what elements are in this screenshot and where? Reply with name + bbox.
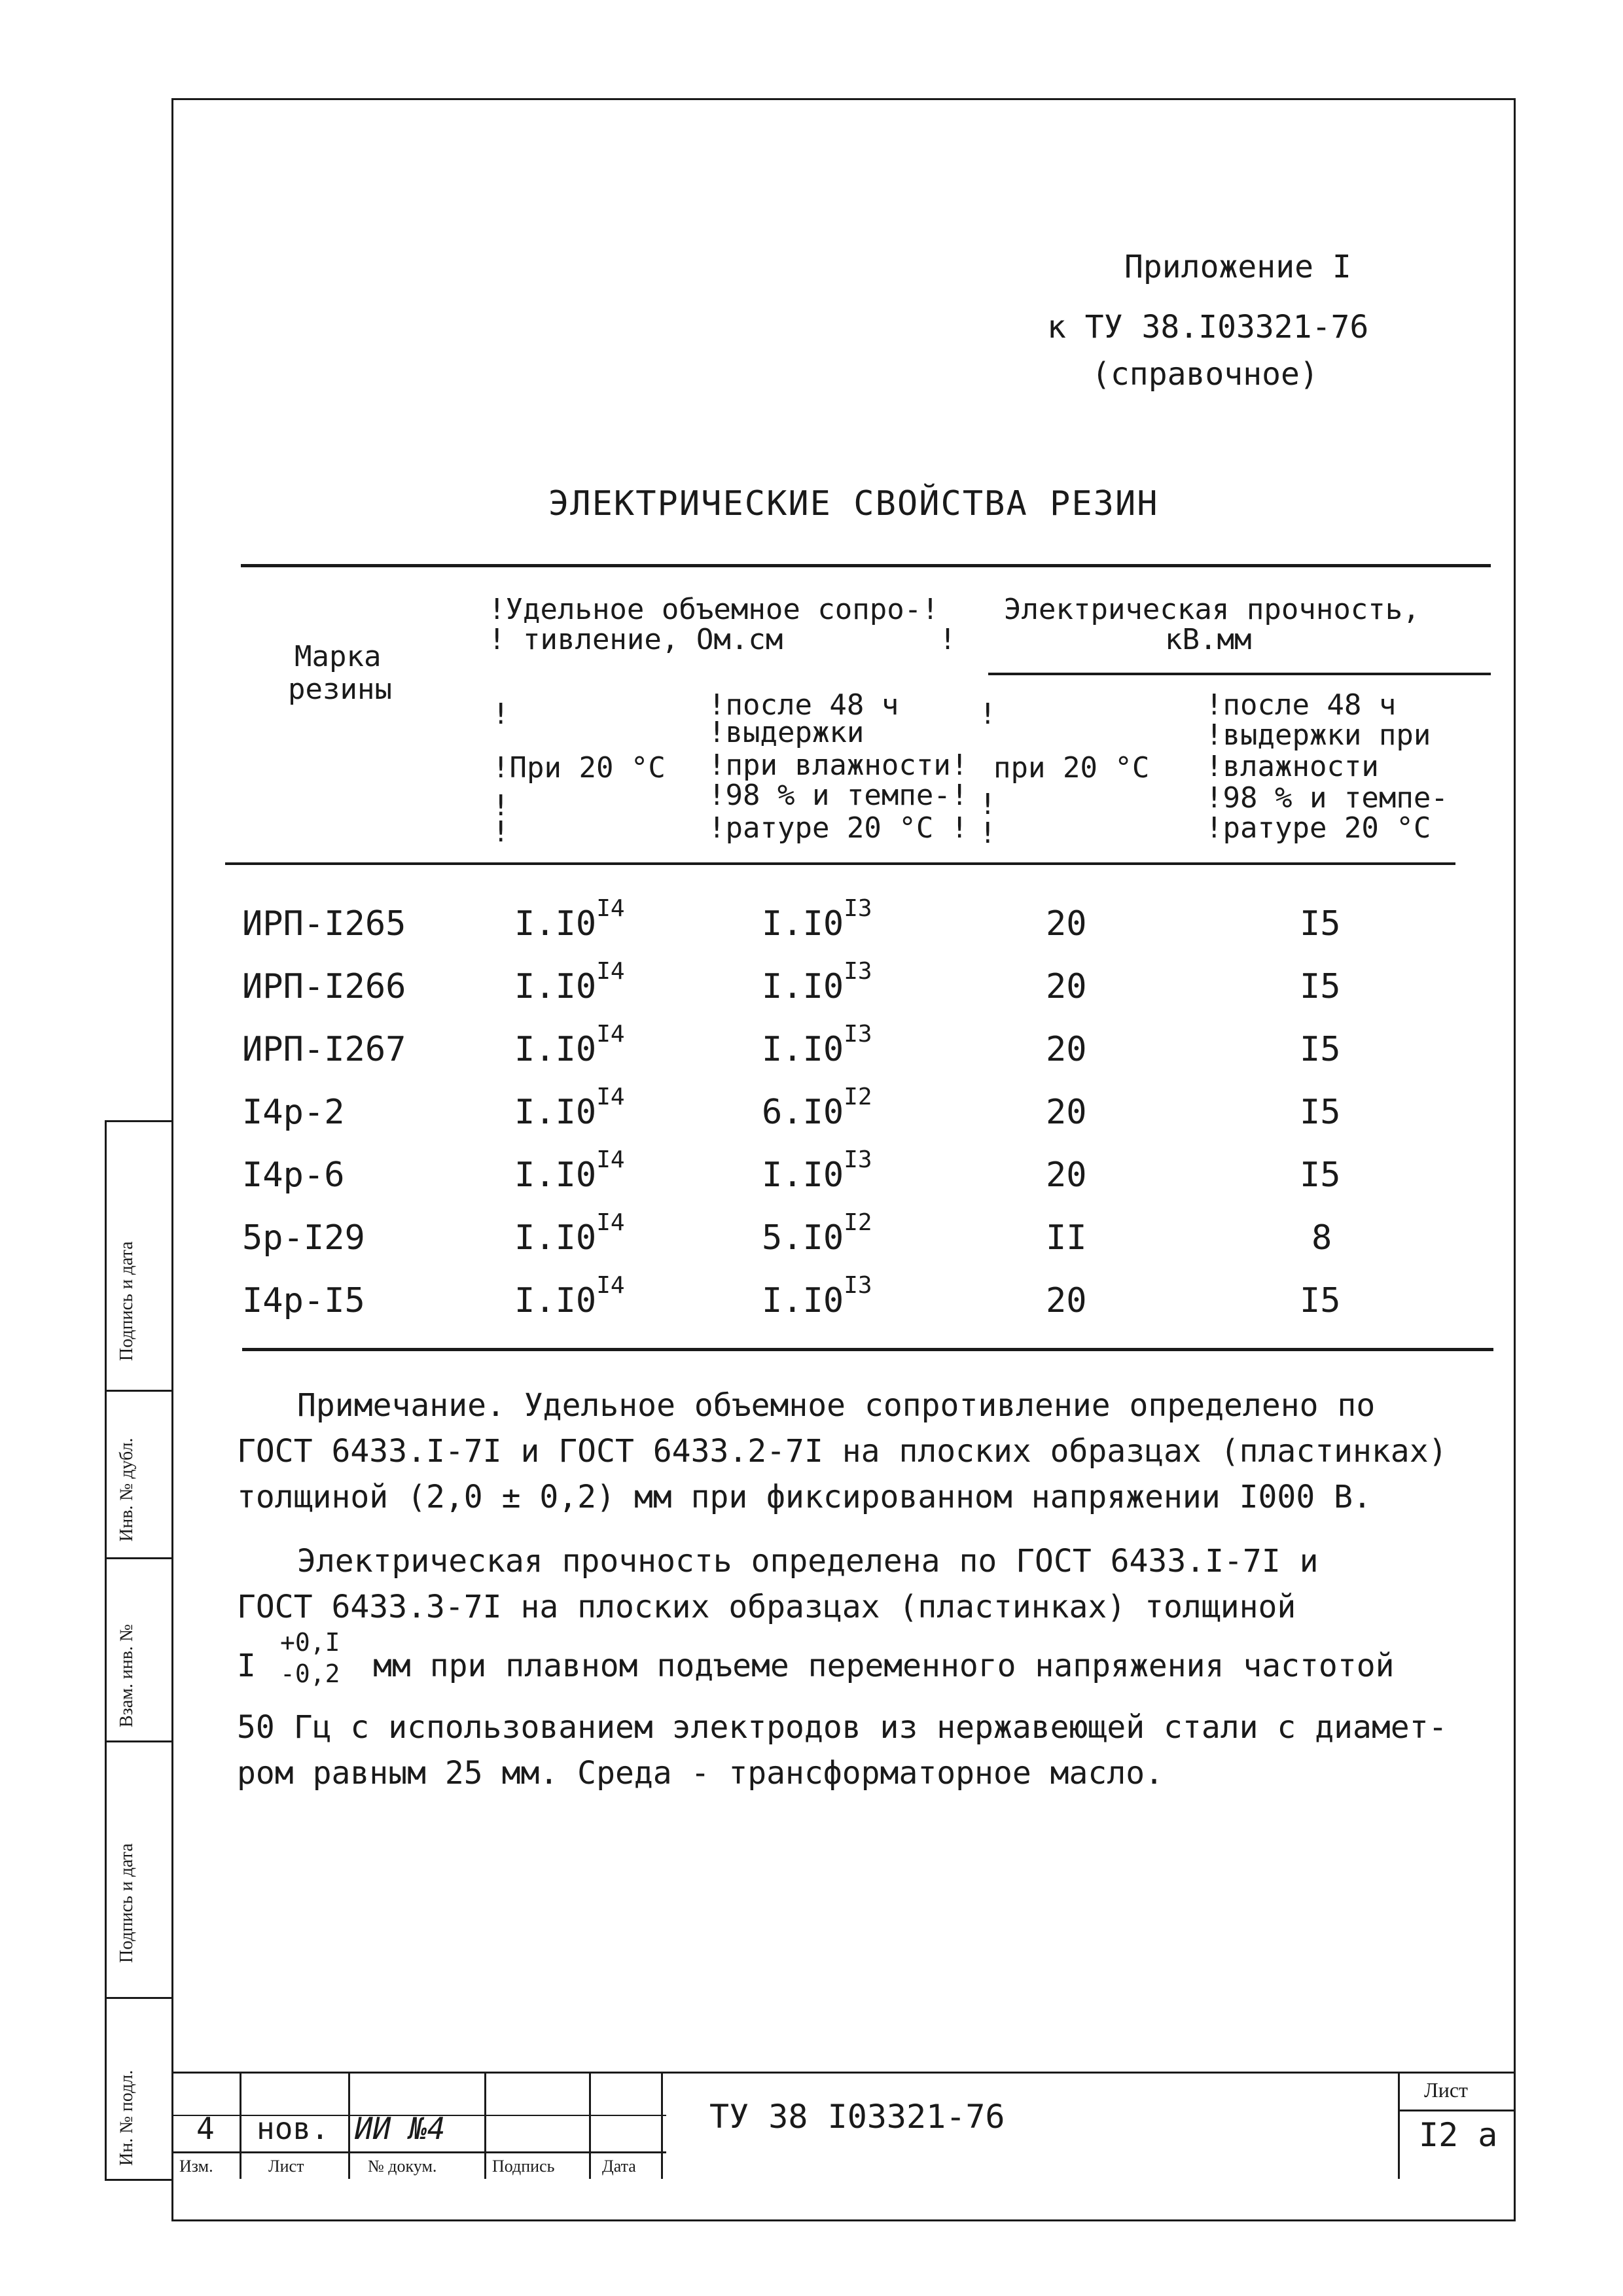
sub3-l3: ! [979,788,997,821]
label-date: Дата [602,2157,636,2176]
row-1-e48: I5 [1300,904,1341,944]
sub1-l2: !При 20 °C [492,751,666,785]
row-3-r48: $I.I0^{I3}$ [762,1021,872,1069]
sub3-l4: ! [979,817,997,850]
note-2-line-3: мм при плавном подъеме переменного напряжения частотой [373,1648,1395,1684]
change-number: 4 [196,2111,215,2146]
sub2-l5: !ратуре 20 °C ! [708,811,969,845]
row-6-mark: 5р-I29 [242,1218,365,1258]
row-1-r20: $I.I0^{I4}$ [514,895,625,944]
row-5-r20: $I.I0^{I4}$ [514,1146,625,1195]
row-2-r20: $I.I0^{I4}$ [514,958,625,1006]
col-mark-l2: резины [288,673,392,706]
row-1-r48: $I.I0^{I3}$ [762,895,872,944]
thickness-value: I [237,1648,256,1684]
tolerance-plus: +0,I [280,1628,340,1657]
sub2-l2: !выдержки [708,716,865,749]
group1-l1: !Удельное объемное сопро-! [488,593,939,626]
sheet-kind: нов. [257,2111,329,2146]
page-title: ЭЛЕКТРИЧЕСКИЕ СВОЙСТВА РЕЗИН [548,484,1159,523]
sub1-l1: ! [492,698,510,731]
table-top-rule [241,564,1491,567]
col-mark-l1: Марка [294,640,382,673]
row-3-e20: 20 [1046,1030,1087,1069]
table-group-rule [988,673,1491,675]
note-2-line-5: ром равным 25 мм. Среда - трансформаторное масло. [237,1755,1164,1792]
sub2-l3: !при влажности! [708,749,969,782]
note-2-line-2: ГОСТ 6433.3-7I на плоских образцах (пластинках) толщиной [237,1589,1296,1625]
row-7-e20: 20 [1046,1281,1087,1320]
side-vzam-inv: Взам. инв. № [116,1624,137,1727]
note-1-line-3: толщиной (2,0 ± 0,2) мм при фиксированном напряжении I000 В. [237,1479,1372,1515]
row-2-mark: ИРП-I266 [242,967,406,1006]
label-list: Лист [268,2157,304,2176]
row-7-r48: $I.I0^{I3}$ [762,1272,872,1320]
group2-l2: кВ.мм [1165,623,1252,656]
row-3-e48: I5 [1300,1030,1341,1069]
row-6-r48: $5.I0^{I2}$ [762,1209,872,1258]
group1-l2: ! тивление, Ом.см ! [488,623,957,656]
note-2-line-1: Электрическая прочность определена по ГОСТ 6433.I-7I и [297,1543,1319,1580]
row-1-e20: 20 [1046,904,1087,944]
row-4-r48: $6.I0^{I2}$ [762,1084,872,1132]
row-3-r20: $I.I0^{I4}$ [514,1021,625,1069]
sub2-l4: !98 % и темпе-! [708,779,969,812]
row-7-r20: $I.I0^{I4}$ [514,1272,625,1320]
note-2-line-4: 50 Гц с использованием электродов из нержавеющей стали с диамет- [237,1709,1448,1746]
row-6-e48: 8 [1311,1218,1332,1258]
side-sign-date-2: Подпись и дата [116,1843,137,1963]
row-4-e20: 20 [1046,1093,1087,1132]
sub2-l1: !после 48 ч [708,688,899,722]
row-2-e48: I5 [1300,967,1341,1006]
table-bottom-rule [242,1348,1493,1351]
row-3-mark: ИРП-I267 [242,1030,406,1069]
row-5-e48: I5 [1300,1156,1341,1195]
sub4-l5: !ратуре 20 °C [1205,811,1431,845]
doc-reference: к ТУ 38.I03321-76 [1047,309,1369,345]
row-2-r48: $I.I0^{I3}$ [762,958,872,1006]
side-sign-date-1: Подпись и дата [116,1241,137,1361]
doc-designation: ТУ 38 I03321-76 [709,2098,1005,2136]
label-signature: Подпись [492,2157,555,2176]
side-inv-podl: Ин. № подл. [116,2070,137,2166]
sub4-l3: !влажности [1205,750,1379,783]
tolerance-minus: -0,2 [280,1659,340,1688]
group2-l1: Электрическая прочность, [1004,593,1420,626]
label-doc-no: № докум. [368,2157,437,2176]
row-7-mark: I4р-I5 [242,1281,365,1320]
row-4-r20: $I.I0^{I4}$ [514,1084,625,1132]
row-4-e48: I5 [1300,1093,1341,1132]
sub4-l1: !после 48 ч [1205,688,1397,722]
table-head-rule [225,862,1455,865]
row-2-e20: 20 [1046,967,1087,1006]
note-1-line-1: Примечание. Удельное объемное сопротивление определено по [297,1387,1376,1424]
row-6-r20: $I.I0^{I4}$ [514,1209,625,1258]
reference-note: (справочное) [1092,356,1319,393]
sub1-l4: ! [492,815,510,849]
sub3-l2: при 20 °C [993,751,1150,785]
appendix-label: Приложение I [1124,249,1351,285]
row-4-mark: I4р-2 [242,1093,345,1132]
row-5-e20: 20 [1046,1156,1087,1195]
doc-number: ИИ №4 [355,2111,446,2146]
sub4-l2: !выдержки при [1205,718,1431,752]
sheet-number: I2 а [1419,2116,1498,2154]
side-inv-dubl: Инв. № дубл. [116,1438,137,1542]
row-5-mark: I4р-6 [242,1156,345,1195]
row-1-mark: ИРП-I265 [242,904,406,944]
row-5-r48: $I.I0^{I3}$ [762,1146,872,1195]
sub1-l3: ! [492,789,510,822]
row-7-e48: I5 [1300,1281,1341,1320]
sheet-label: Лист [1424,2078,1469,2102]
sub3-l1: ! [979,698,997,731]
note-1-line-2: ГОСТ 6433.I-7I и ГОСТ 6433.2-7I на плоских образцах (пластинках) [237,1433,1448,1470]
row-6-e20: II [1046,1218,1087,1258]
sub4-l4: !98 % и темпе- [1205,781,1448,815]
label-izm: Изм. [179,2157,213,2176]
